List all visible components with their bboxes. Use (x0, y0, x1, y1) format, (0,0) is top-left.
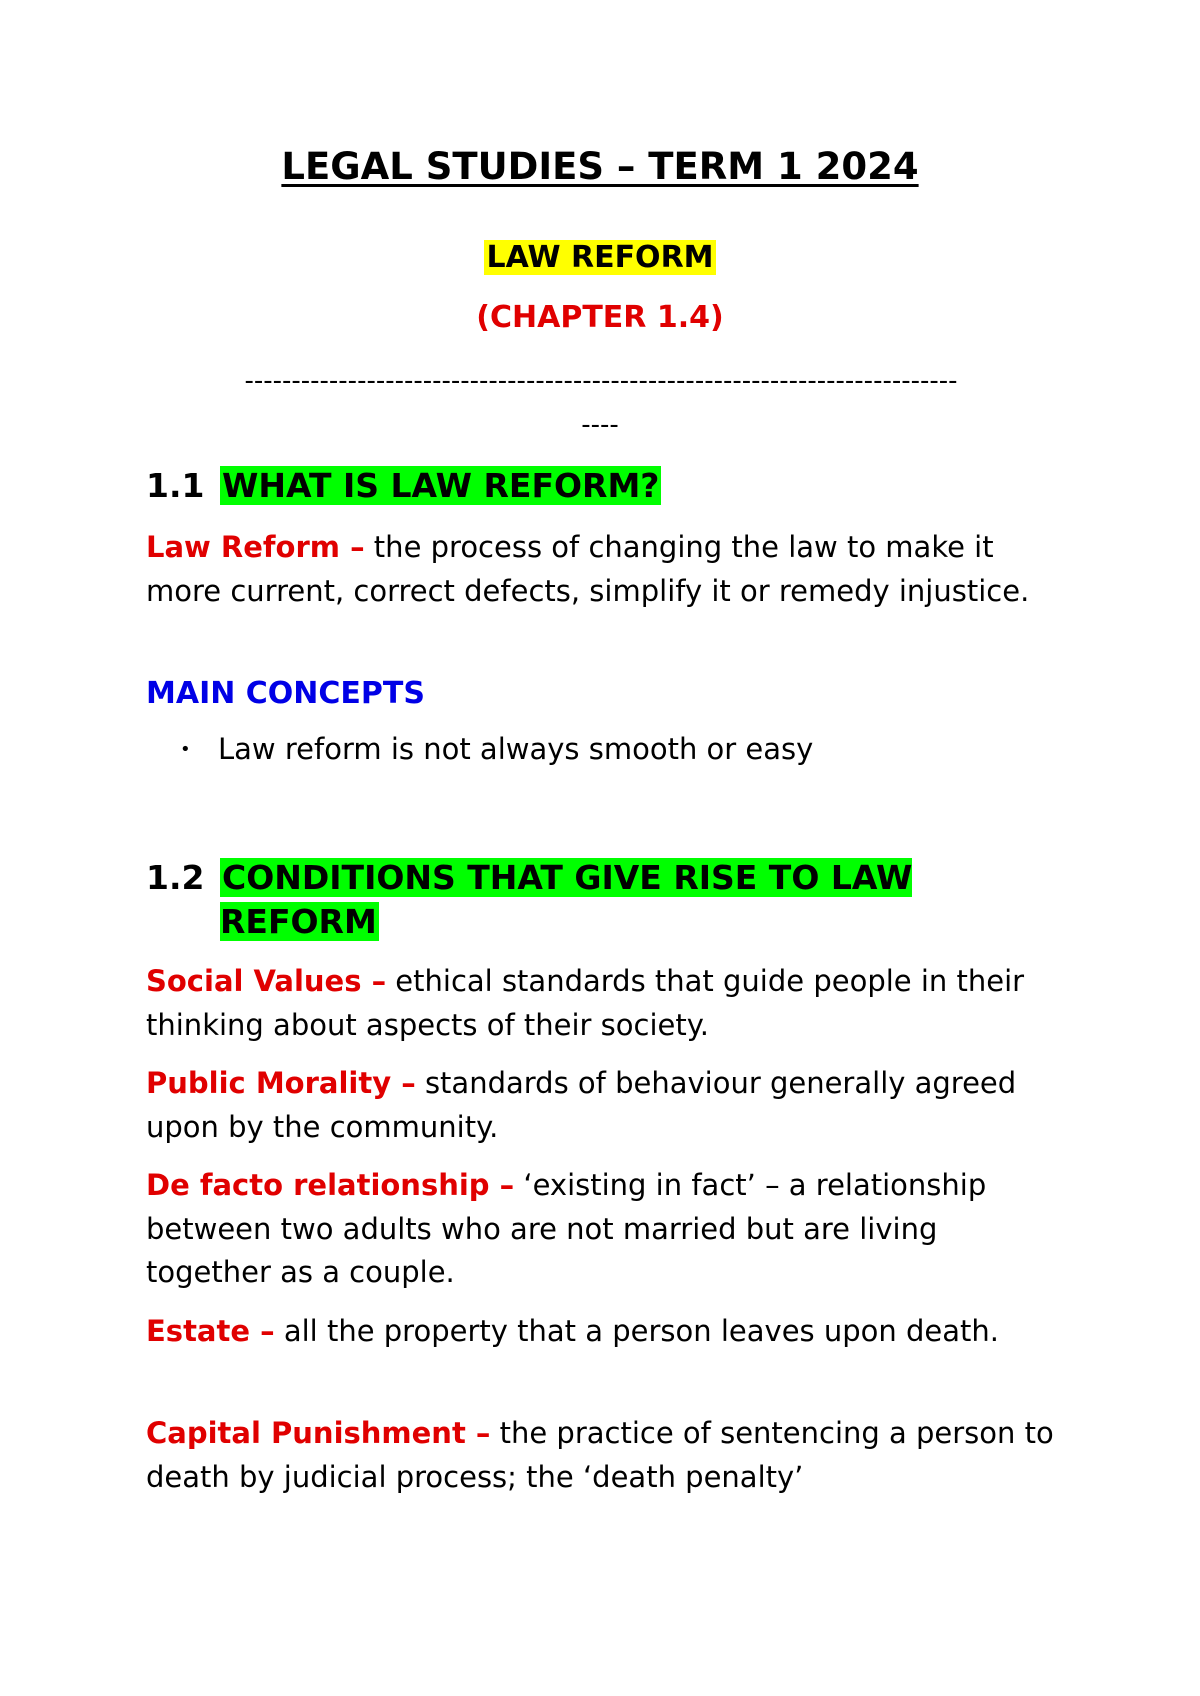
definition-text: ‘existing in fact’ – a relationship between two adults who are not married but are living together as a couple. (146, 1168, 987, 1289)
definition-law-reform (146, 526, 1056, 613)
definition-public-morality (146, 1062, 1056, 1149)
document-title: LEGAL STUDIES – TERM 1 2024 (281, 145, 919, 188)
section-heading-1 (146, 466, 661, 505)
list-item (180, 732, 813, 766)
definition-social-values (146, 960, 1056, 1047)
topic-title-highlight: LAW REFORM (486, 240, 714, 275)
definition-capital-punishment (146, 1412, 1056, 1499)
definition-text: the practice of sentencing a person to death by judicial process; the ‘death penalty’ (146, 1416, 1054, 1494)
definition-text: the process of changing the law to make it more current, correct defects, simplify it or remedy injustice. (146, 530, 1030, 608)
definition-term: Capital Punishment – (146, 1416, 491, 1450)
divider-line: ---------------------------------------------------------------------------- (244, 366, 958, 396)
section-heading-text: WHAT IS LAW REFORM? (222, 466, 660, 505)
definition-estate (146, 1310, 1056, 1354)
bullet-icon: • (180, 739, 191, 760)
definition-term: Law Reform – (146, 530, 365, 564)
list-item-text: Law reform is not always smooth or easy (218, 732, 814, 766)
definition-term: De facto relationship – (146, 1168, 515, 1202)
definition-text: all the property that a person leaves upon death. (274, 1314, 999, 1348)
section-number: 1.2 (146, 858, 205, 897)
definition-term: Public Morality – (146, 1066, 416, 1100)
section-number: 1.1 (146, 466, 205, 505)
definition-term: Social Values – (146, 964, 387, 998)
section-heading-2 (146, 856, 1026, 944)
definition-de-facto-relationship (146, 1164, 1056, 1295)
definition-term: Estate – (146, 1314, 275, 1348)
chapter-label: (CHAPTER 1.4) (476, 300, 724, 335)
topic-title (0, 240, 1200, 275)
main-concepts-heading: MAIN CONCEPTS (146, 676, 425, 711)
definition-text: ethical standards that guide people in their thinking about aspects of their society. (146, 964, 1025, 1042)
section-heading-text: CONDITIONS THAT GIVE RISE TO LAW REFORM (220, 858, 913, 941)
divider-line-continuation: ---- (581, 410, 619, 440)
definition-text: standards of behaviour generally agreed upon by the community. (146, 1066, 1017, 1144)
